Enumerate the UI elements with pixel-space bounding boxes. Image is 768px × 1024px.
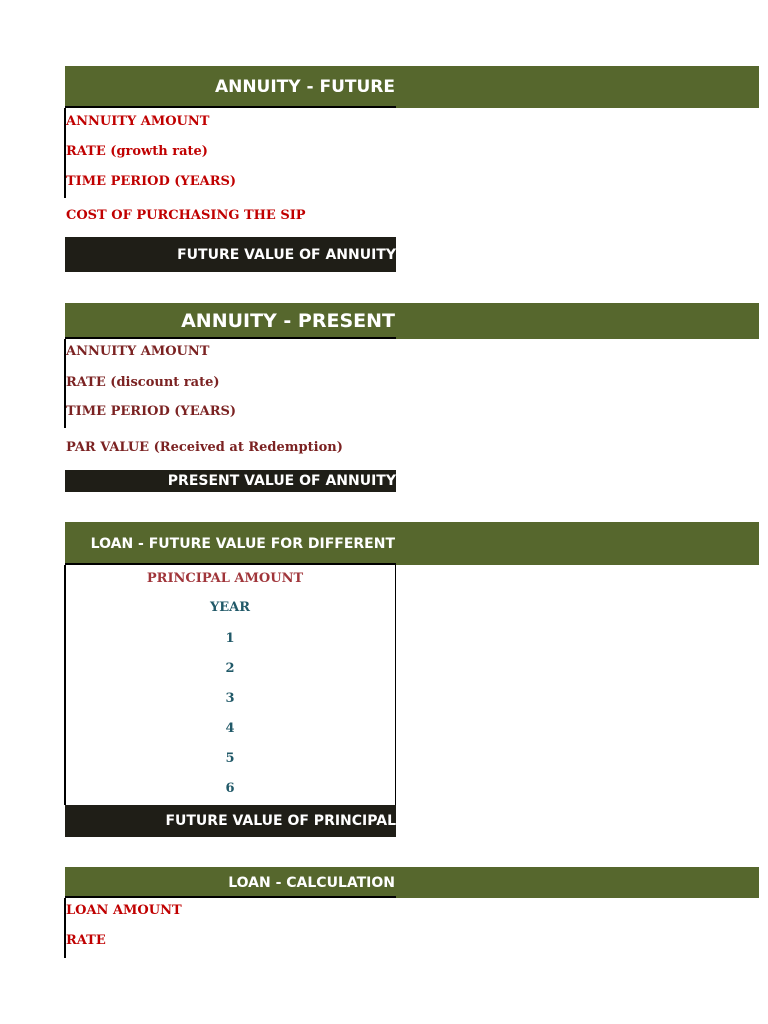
future-value-annuity-bar: FUTURE VALUE OF ANNUITY [65, 237, 396, 272]
year-row: 6 [225, 781, 235, 796]
discount-rate-label: RATE (discount rate) [66, 375, 220, 390]
principal-amount-label: PRINCIPAL AMOUNT [146, 571, 304, 586]
loan-calc-title: LOAN - CALCULATION [228, 874, 395, 891]
rate-label: RATE [66, 933, 106, 948]
future-value-principal-bar: FUTURE VALUE OF PRINCIPAL [65, 805, 396, 837]
year-row: 4 [225, 721, 235, 736]
year-row: 3 [225, 691, 235, 706]
header-underline [65, 337, 396, 339]
year-header: YEAR [209, 600, 251, 615]
annuity-future-title: ANNUITY - FUTURE [214, 77, 395, 97]
year-row: 2 [225, 661, 235, 676]
section-border-right [395, 565, 396, 805]
section-border [64, 565, 66, 805]
loan-future-title: LOAN - FUTURE VALUE FOR DIFFERENT [90, 535, 395, 552]
year-row: 1 [225, 631, 235, 646]
loan-amount-label: LOAN AMOUNT [66, 903, 182, 918]
year-row: 5 [225, 751, 235, 766]
annuity-present-title: ANNUITY - PRESENT [181, 310, 395, 332]
header-underline [65, 106, 396, 108]
time-period-label: TIME PERIOD (YEARS) [66, 174, 237, 189]
annuity-amount-label: ANNUITY AMOUNT [66, 344, 210, 359]
growth-rate-label: RATE (growth rate) [66, 144, 208, 159]
sip-cost-label: COST OF PURCHASING THE SIP [66, 208, 306, 223]
par-value-label: PAR VALUE (Received at Redemption) [66, 440, 343, 455]
annuity-present-header [65, 303, 759, 339]
annuity-amount-label: ANNUITY AMOUNT [66, 114, 210, 129]
header-underline [65, 896, 396, 898]
loan-calc-header [65, 867, 759, 898]
header-underline [65, 563, 396, 565]
loan-future-header [65, 522, 759, 565]
time-period-label: TIME PERIOD (YEARS) [66, 404, 237, 419]
present-value-annuity-bar: PRESENT VALUE OF ANNUITY [65, 470, 396, 492]
annuity-future-header [65, 66, 759, 108]
